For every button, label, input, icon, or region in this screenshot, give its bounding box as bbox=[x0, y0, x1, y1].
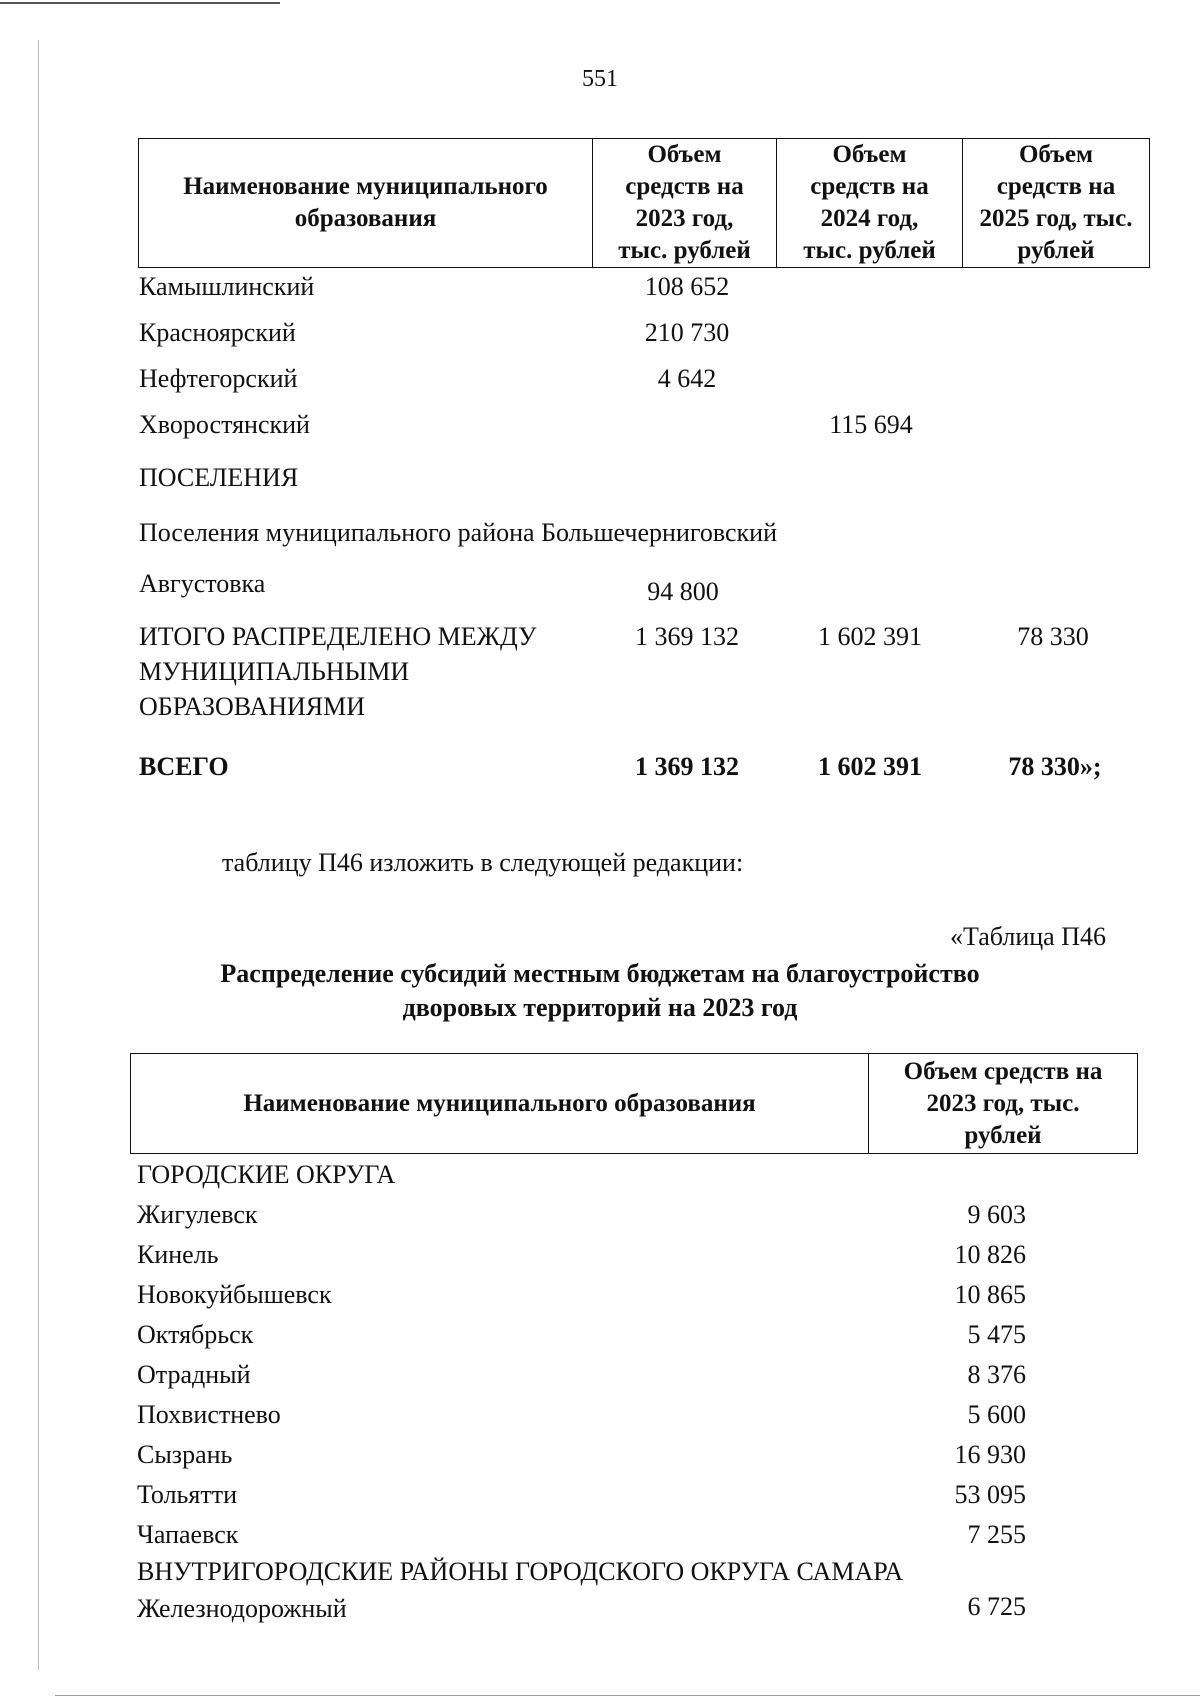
total-value-2025: 78 330»; bbox=[1008, 752, 1102, 781]
table2-header bbox=[130, 1053, 1138, 1154]
table2-row-value: 10 865 bbox=[954, 1280, 1026, 1309]
table2-header-name: Наименование муниципального образования bbox=[131, 1054, 869, 1153]
itogo-label-line1: ИТОГО РАСПРЕДЕЛЕНО МЕЖДУ bbox=[139, 622, 537, 651]
scan-edge-top bbox=[0, 2, 280, 4]
section-heading-city-districts: ГОРОДСКИЕ ОКРУГА bbox=[137, 1160, 396, 1189]
table1-header-2023: Объем средств на 2023 год, тыс. рублей bbox=[593, 139, 777, 267]
total-label: ВСЕГО bbox=[139, 752, 229, 781]
table2-row-name: Тольятти bbox=[137, 1480, 238, 1509]
itogo-value-2024: 1 602 391 bbox=[818, 622, 922, 651]
table2-row-value: 5 600 bbox=[967, 1400, 1026, 1429]
table-label: «Таблица П46 bbox=[950, 922, 1106, 951]
scan-edge-left bbox=[38, 40, 39, 1670]
table2-row-name: Кинель bbox=[137, 1240, 219, 1269]
table2-row-value: 5 475 bbox=[967, 1320, 1026, 1349]
table1-row-name: Красноярский bbox=[139, 318, 296, 347]
table2-row-value: 16 930 bbox=[954, 1440, 1026, 1469]
table2-row-name: Чапаевск bbox=[137, 1520, 239, 1549]
table2-row-name: Сызрань bbox=[137, 1440, 233, 1469]
table2-row-value: 9 603 bbox=[967, 1200, 1026, 1229]
itogo-value-2023: 1 369 132 bbox=[635, 622, 739, 651]
table1-row-name: Августовка bbox=[139, 569, 266, 598]
section-heading-samara-districts: ВНУТРИГОРОДСКИЕ РАЙОНЫ ГОРОДСКОГО ОКРУГА САМАРА bbox=[137, 1557, 904, 1586]
subsection-heading: Поселения муниципального района Большечерниговский bbox=[139, 518, 778, 547]
itogo-value-2025: 78 330 bbox=[1017, 622, 1089, 651]
table2-row-name: Железнодорожный bbox=[137, 1594, 347, 1623]
table1-header-2025: Объем средств на 2025 год, тыс. рублей bbox=[979, 141, 1133, 264]
table1-row-value: 210 730 bbox=[644, 318, 730, 347]
instruction-text: таблицу П46 изложить в следующей редакции: bbox=[222, 848, 744, 877]
table2-row-value: 53 095 bbox=[954, 1480, 1026, 1509]
table2-row-value: 6 725 bbox=[967, 1592, 1026, 1621]
table2-row-value: 7 255 bbox=[967, 1520, 1026, 1549]
table1-row-name: Нефтегорский bbox=[139, 364, 298, 393]
table2-header-value: Объем средств на 2023 год, тыс. рублей bbox=[903, 1057, 1103, 1149]
table1-header-name: Наименование муниципального образования bbox=[139, 139, 593, 267]
table2-row-value: 8 376 bbox=[967, 1360, 1026, 1389]
total-value-2024: 1 602 391 bbox=[818, 752, 922, 781]
total-value-2023: 1 369 132 bbox=[635, 752, 739, 781]
table1-row-value: 94 800 bbox=[647, 577, 719, 606]
table1-row-value: 108 652 bbox=[644, 272, 730, 301]
section-heading-settlements: ПОСЕЛЕНИЯ bbox=[139, 463, 299, 492]
itogo-label-line3: ОБРАЗОВАНИЯМИ bbox=[139, 692, 366, 721]
table1-row-name: Камышлинский bbox=[139, 272, 315, 301]
table2-row-name: Отрадный bbox=[137, 1360, 251, 1389]
scan-edge-bottom bbox=[55, 1695, 1200, 1696]
table1-header bbox=[138, 138, 1150, 268]
table2-row-name: Похвистнево bbox=[137, 1400, 281, 1429]
table1-row-value: 115 694 bbox=[829, 410, 913, 439]
page-number: 551 bbox=[582, 66, 618, 92]
table2-row-name: Октябрьск bbox=[137, 1320, 254, 1349]
table1-row-name: Хворостянский bbox=[139, 410, 310, 439]
table1-row-value: 4 642 bbox=[657, 364, 717, 393]
table-title-line1: Распределение субсидий местным бюджетам на благоустройство bbox=[220, 959, 980, 988]
table2-row-name: Новокуйбышевск bbox=[137, 1280, 332, 1309]
table2-row-value: 10 826 bbox=[954, 1240, 1026, 1269]
table2-row-name: Жигулевск bbox=[137, 1200, 258, 1229]
table1-header-2024: Объем средств на 2024 год, тыс. рублей bbox=[777, 139, 963, 267]
itogo-label-line2: МУНИЦИПАЛЬНЫМИ bbox=[139, 657, 410, 686]
table-title-line2: дворовых территорий на 2023 год bbox=[402, 993, 798, 1022]
